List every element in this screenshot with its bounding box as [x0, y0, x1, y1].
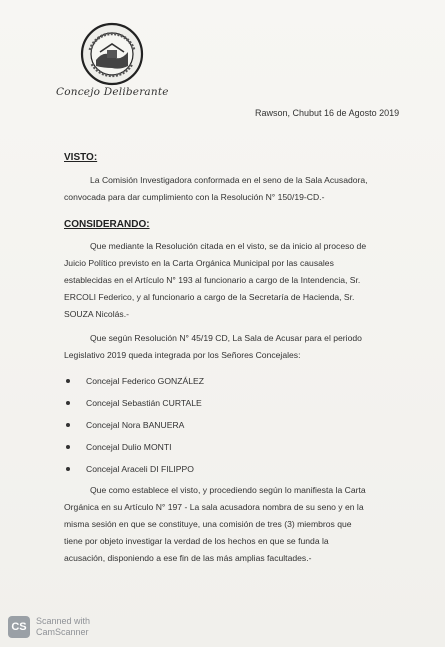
bullet-icon — [66, 401, 70, 405]
paragraph-1-line-5: SOUZA Nicolás.- — [64, 309, 129, 319]
member-name: Concejal Federico GONZÁLEZ — [86, 376, 204, 386]
member-name: Concejal Nora BANUERA — [86, 420, 185, 430]
visto-line-2: convocada para dar cumplimiento con la Resolución N° 150/19-CD.- — [64, 192, 325, 202]
camscanner-text — [36, 616, 90, 638]
paragraph-1-line-3: establecidas en el Artículo N° 193 al funcionario a cargo de la Intendencia, Sr. — [64, 275, 361, 285]
list-item — [62, 458, 204, 480]
paragraph-1-line-2: Juicio Político previsto en la Carta Orgánica Municipal por las causales — [64, 258, 334, 268]
list-item — [62, 392, 204, 414]
paragraph-3-line-3: misma sesión en que se constituye, una comisión de tres (3) miembros que — [64, 519, 352, 529]
paragraph-3-line-5: acusación, disponiendo a ese fin de las más amplias facultades.- — [64, 553, 312, 563]
bullet-icon — [66, 445, 70, 449]
council-members-list — [62, 370, 204, 480]
paragraph-3-line-2: Orgánica en su Artículo N° 197 - La sala acusadora nombra de su seno y en la — [64, 502, 364, 512]
visto-line-1: La Comisión Investigadora conformada en el seno de la Sala Acusadora, — [90, 175, 368, 185]
camscanner-watermark — [8, 616, 90, 638]
watermark-line-2: CamScanner — [36, 627, 89, 637]
considerando-heading: CONSIDERANDO: — [64, 219, 150, 230]
paragraph-1-line-4: ERCOLI Federico, y al funcionario a cargo de la Secretaría de Hacienda, Sr. — [64, 292, 355, 302]
municipal-seal-logo — [80, 22, 144, 86]
paragraph-2-line-1: Que según Resolución N° 45/19 CD, La Sala de Acusar para el periodo — [90, 333, 362, 343]
bullet-icon — [66, 423, 70, 427]
watermark-line-1: Scanned with — [36, 616, 91, 626]
member-name: Concejal Araceli DI FILIPPO — [86, 464, 194, 474]
camscanner-logo-icon: CS — [8, 616, 30, 638]
visto-heading: VISTO: — [64, 152, 98, 163]
bullet-icon — [66, 467, 70, 471]
dateline: Rawson, Chubut 16 de Agosto 2019 — [255, 108, 400, 118]
paragraph-1-line-1: Que mediante la Resolución citada en el visto, se da inicio al proceso de — [90, 241, 367, 251]
list-item — [62, 436, 204, 458]
list-item — [62, 414, 204, 436]
list-item — [62, 370, 204, 392]
member-name: Concejal Sebastián CURTALE — [86, 398, 202, 408]
bullet-icon — [66, 379, 70, 383]
paragraph-2-line-2: Legislativo 2019 queda integrada por los Señores Concejales: — [64, 350, 301, 360]
paragraph-3-line-1: Que como establece el visto, y procediendo según lo manifiesta la Carta — [90, 485, 366, 495]
member-name: Concejal Dulio MONTI — [86, 442, 172, 452]
paragraph-3-line-4: tiene por objeto investigar la verdad de los hechos en que se funda la — [64, 536, 329, 546]
council-name: Concejo Deliberante — [56, 86, 169, 98]
